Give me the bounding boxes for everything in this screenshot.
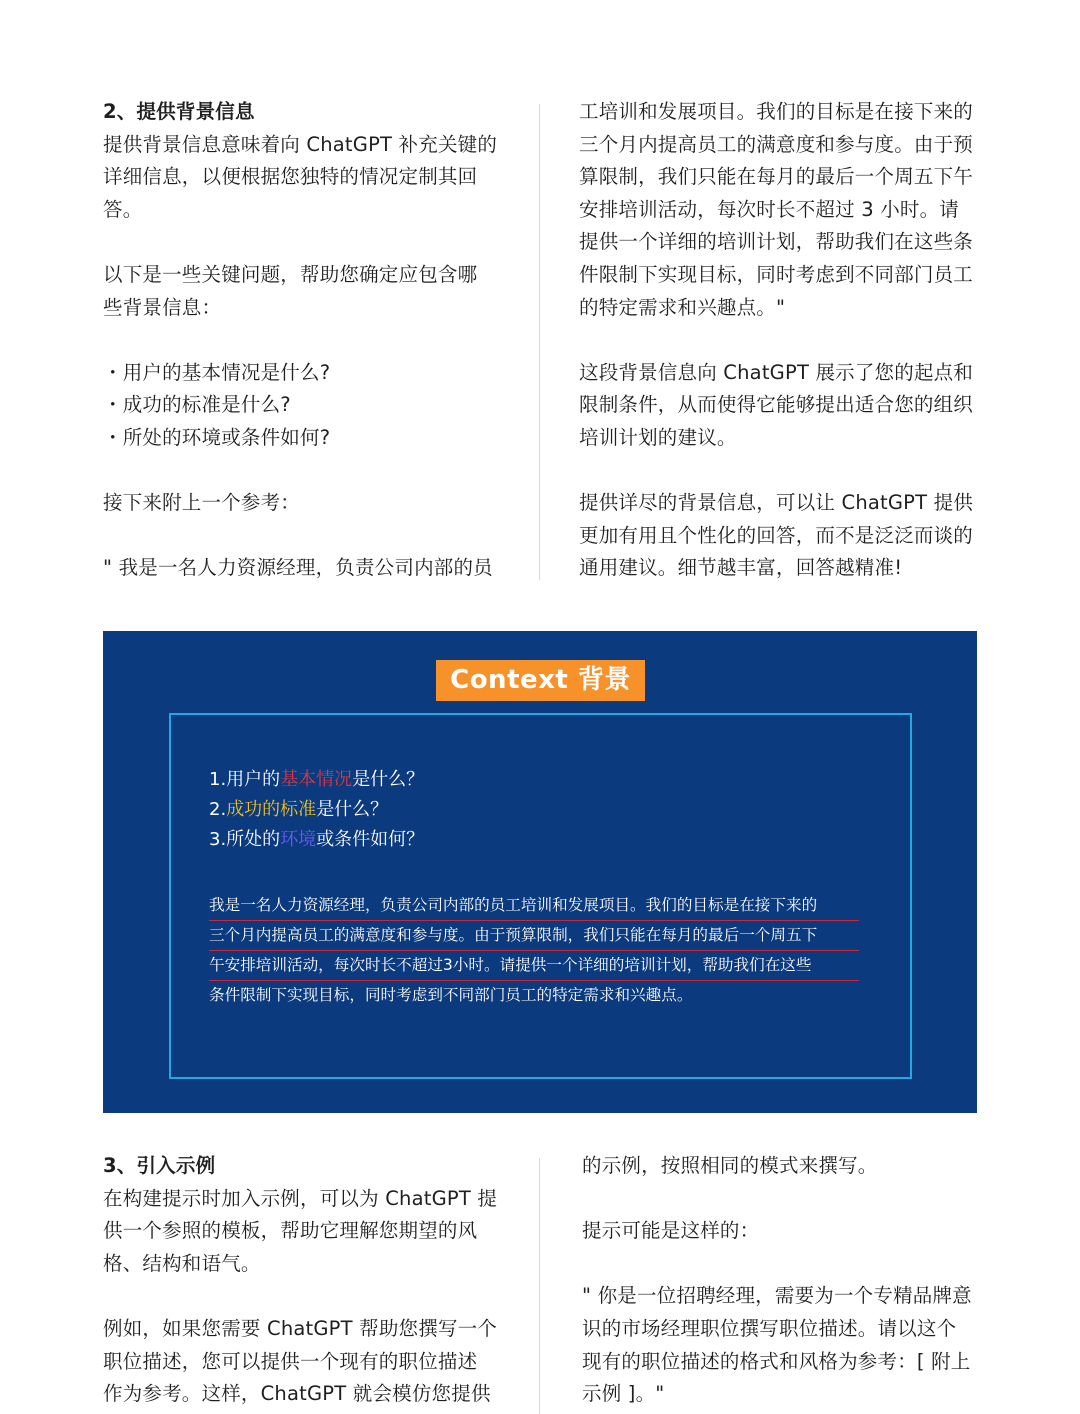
text-line: 限制条件，从而使得它能够提出适合您的组织 xyxy=(579,393,974,417)
q-text: 是什么？ xyxy=(316,799,389,820)
text-line: 格、结构和语气。 xyxy=(103,1251,261,1275)
section2-heading: 3、引入示例 xyxy=(103,1154,216,1177)
text-line: 更加有用且个性化的回答，而不是泛泛而谈的 xyxy=(579,523,974,547)
example-line: 午安排培训活动，每次时长不超过3小时。请提供一个详细的培训计划，帮助我们在这些 xyxy=(209,951,859,981)
section2-paragraph-1 xyxy=(103,1183,501,1281)
section1-quote-continued xyxy=(579,96,977,324)
bullet-item: ・用户的基本情况是什么? xyxy=(103,360,331,384)
example-line: 我是一名人力资源经理，负责公司内部的员工培训和发展项目。我们的目标是在接下来的 xyxy=(209,891,859,921)
q-text: 2. xyxy=(209,799,227,820)
section1-heading: 2、提供背景信息 xyxy=(103,100,255,123)
section2-paragraph-2 xyxy=(103,1313,501,1411)
q-text: 或条件如何？ xyxy=(316,829,425,850)
section1-explanation xyxy=(579,357,977,455)
bullet-item: ・所处的环境或条件如何? xyxy=(103,425,331,449)
section2-prompt-intro: 提示可能是这样的： xyxy=(582,1219,760,1243)
section1-paragraph-2 xyxy=(103,259,501,324)
text-line: 件限制下实现目标，同时考虑到不同部门员工 xyxy=(579,262,974,286)
q-text: 3.所处的 xyxy=(209,829,281,850)
text-line: 工培训和发展项目。我们的目标是在接下来的 xyxy=(579,100,974,123)
section1-paragraph-1 xyxy=(103,129,501,227)
text-line: 答。 xyxy=(103,197,143,221)
section1-right-column xyxy=(579,96,977,585)
text-line: 提供一个详细的培训计划，帮助我们在这些条 xyxy=(579,230,974,254)
context-example-text xyxy=(209,891,859,1010)
example-line: 三个月内提高员工的满意度和参与度。由于预算限制，我们只能在每月的最后一个周五下 xyxy=(209,921,859,951)
context-question-3 xyxy=(209,825,424,855)
q-highlight: 环境 xyxy=(280,829,317,850)
section1-conclusion xyxy=(579,487,977,585)
text-line: 详细信息，以便根据您独特的情况定制其回 xyxy=(103,165,478,189)
text-line: 提供详尽的背景信息，可以让 ChatGPT 提供 xyxy=(579,491,974,515)
text-line: 的特定需求和兴趣点。" xyxy=(579,295,786,319)
bullet-item: ・成功的标准是什么? xyxy=(103,393,291,417)
q-text: 1.用户的 xyxy=(209,769,281,790)
context-question-1 xyxy=(209,765,424,795)
text-line: 算限制，我们只能在每月的最后一个周五下午 xyxy=(579,165,974,189)
text-line: 识的市场经理职位撰写职位描述。请以这个 xyxy=(582,1316,957,1340)
text-line: 职位描述，您可以提供一个现有的职位描述 xyxy=(103,1349,478,1373)
context-title-badge: Context 背景 xyxy=(436,660,645,701)
text-line: 供一个参照的模板，帮助它理解您期望的风 xyxy=(103,1219,478,1243)
section1-left-column xyxy=(103,96,501,586)
text-line: 三个月内提高员工的满意度和参与度。由于预 xyxy=(579,132,974,156)
text-line: 通用建议。细节越丰富，回答越精准! xyxy=(579,556,903,580)
context-content-box xyxy=(169,713,912,1079)
text-line: " 你是一位招聘经理，需要为一个专精品牌意 xyxy=(582,1284,972,1308)
q-highlight: 基本情况 xyxy=(280,769,353,790)
column-divider xyxy=(539,1158,540,1414)
section1-quote-start: " 我是一名人力资源经理，负责公司内部的员 xyxy=(103,556,493,580)
text-line: 些背景信息： xyxy=(103,295,222,319)
section1-paragraph-3: 接下来附上一个参考： xyxy=(103,491,301,515)
q-text: 是什么？ xyxy=(352,769,425,790)
section-examples xyxy=(103,1150,977,1414)
section-background-info xyxy=(103,96,977,586)
text-line: 以下是一些关键问题，帮助您确定应包含哪 xyxy=(103,262,478,286)
question-bullet-list xyxy=(103,357,501,455)
text-line: 培训计划的建议。 xyxy=(579,425,737,449)
text-line: 这段背景信息向 ChatGPT 展示了您的起点和 xyxy=(579,360,974,384)
text-line: 示例 ]。" xyxy=(582,1382,665,1406)
text-line: 例如，如果您需要 ChatGPT 帮助您撰写一个 xyxy=(103,1316,498,1340)
text-line: 现有的职位描述的格式和风格为参考：[ 附上 xyxy=(582,1349,971,1373)
context-question-2 xyxy=(209,795,424,825)
q-highlight: 成功的标准 xyxy=(226,799,317,820)
example-line: 条件限制下实现目标，同时考虑到不同部门员工的特定需求和兴趣点。 xyxy=(209,986,693,1004)
section2-prompt-example xyxy=(582,1280,980,1410)
text-line: 作为参考。这样，ChatGPT 就会模仿您提供 xyxy=(103,1382,491,1406)
column-divider xyxy=(539,104,540,580)
section2-continued: 的示例，按照相同的模式来撰写。 xyxy=(582,1154,878,1177)
section2-right-column xyxy=(582,1150,980,1411)
text-line: 提供背景信息意味着向 ChatGPT 补充关键的 xyxy=(103,132,498,156)
context-illustration-panel xyxy=(103,631,977,1113)
section2-left-column xyxy=(103,1150,501,1414)
context-question-list xyxy=(209,765,424,855)
text-line: 在构建提示时加入示例，可以为 ChatGPT 提 xyxy=(103,1186,498,1210)
text-line: 安排培训活动，每次时长不超过 3 小时。请 xyxy=(579,197,960,221)
